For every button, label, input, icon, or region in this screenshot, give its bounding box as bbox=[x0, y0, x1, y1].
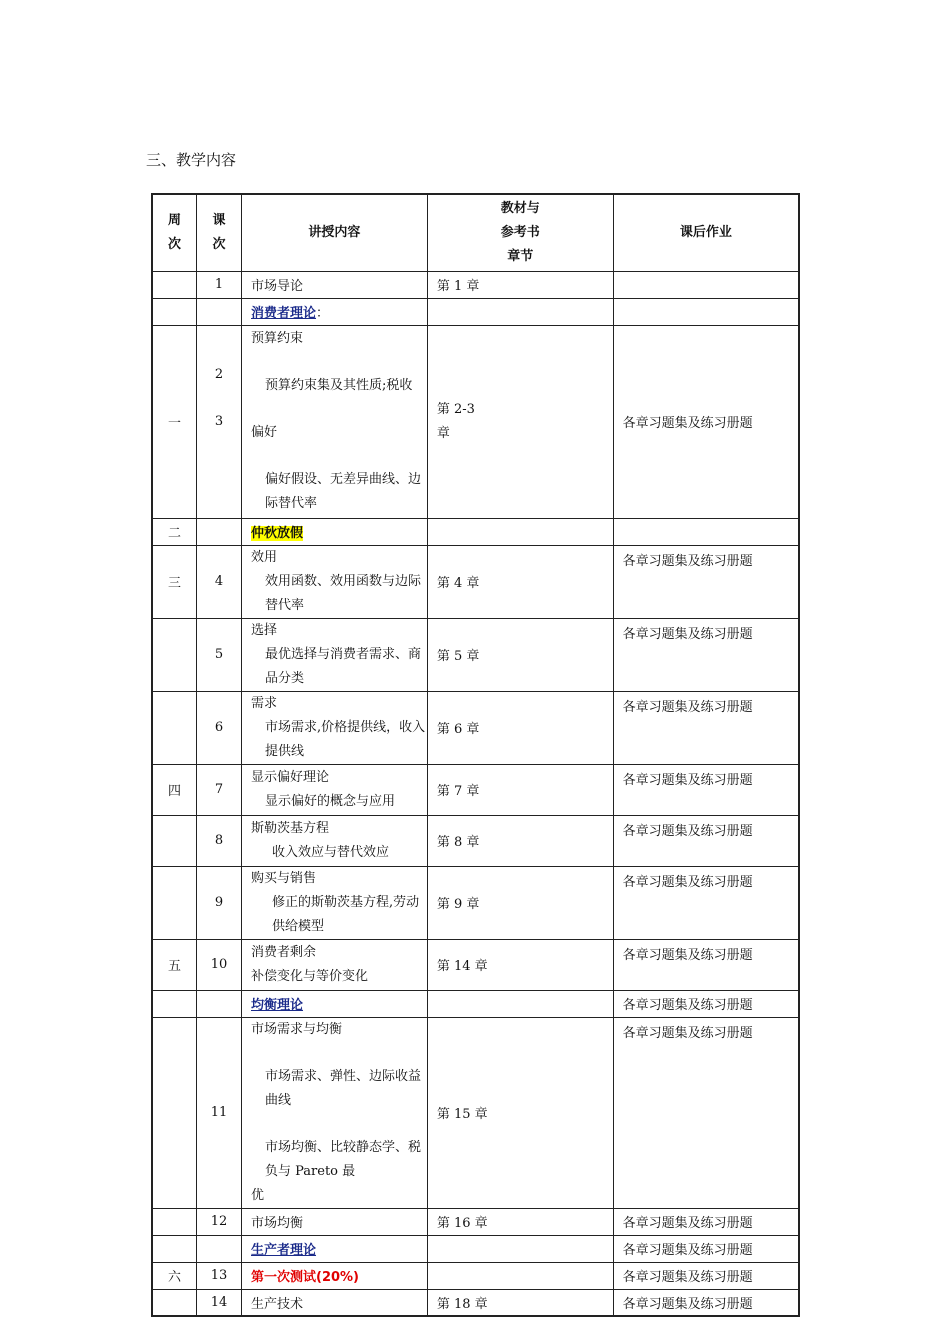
lecture-content: 购买与销售 修正的斯勒茨基方程,劳动供给模型 bbox=[242, 866, 428, 939]
header-lesson: 课 次 bbox=[197, 194, 242, 271]
lecture-content: 市场需求与均衡 市场需求、弹性、边际收益曲线 市场均衡、比较静态学、税负与 Pareto 最 优 bbox=[242, 1017, 428, 1208]
lesson-number: 4 bbox=[197, 545, 242, 618]
teaching-schedule-table bbox=[151, 193, 800, 1317]
table-row bbox=[152, 545, 799, 618]
book-chapter: 第 15 章 bbox=[427, 1017, 613, 1208]
table-row bbox=[152, 271, 799, 298]
table-row bbox=[152, 691, 799, 764]
book-chapter: 第 6 章 bbox=[427, 691, 613, 764]
homework: 各章习题集及练习册题 bbox=[613, 1235, 799, 1262]
table-row bbox=[152, 939, 799, 990]
lesson-number: 5 bbox=[197, 618, 242, 691]
header-week: 周 次 bbox=[152, 194, 197, 271]
week-number: 一 bbox=[152, 325, 197, 518]
book-chapter: 第 4 章 bbox=[427, 545, 613, 618]
lesson-number: 10 bbox=[197, 939, 242, 990]
lesson-number: 11 bbox=[197, 1017, 242, 1208]
table-row bbox=[152, 1235, 799, 1262]
homework: 各章习题集及练习册题 bbox=[613, 939, 799, 990]
week-number: 三 bbox=[152, 545, 197, 618]
homework: 各章习题集及练习册题 bbox=[613, 325, 799, 518]
lesson-number: 8 bbox=[197, 815, 242, 866]
header-homework: 课后作业 bbox=[613, 194, 799, 271]
lecture-content: 消费者剩余 补偿变化与等价变化 bbox=[242, 939, 428, 990]
homework: 各章习题集及练习册题 bbox=[613, 1262, 799, 1289]
table-row bbox=[152, 764, 799, 815]
book-chapter: 第 2-3 章 bbox=[427, 325, 613, 518]
table-row bbox=[152, 618, 799, 691]
table-row bbox=[152, 866, 799, 939]
table-row bbox=[152, 518, 799, 545]
book-chapter: 第 1 章 bbox=[427, 271, 613, 298]
lecture-content: 消费者理论： bbox=[242, 298, 428, 325]
lesson-number: 9 bbox=[197, 866, 242, 939]
lecture-content bbox=[242, 518, 428, 545]
table-row bbox=[152, 298, 799, 325]
book-chapter: 第 18 章 bbox=[427, 1289, 613, 1316]
lecture-content: 斯勒茨基方程 收入效应与替代效应 bbox=[242, 815, 428, 866]
table-row bbox=[152, 990, 799, 1017]
homework: 各章习题集及练习册题 bbox=[613, 866, 799, 939]
book-chapter: 第 16 章 bbox=[427, 1208, 613, 1235]
lesson-number: 2 3 bbox=[197, 325, 242, 518]
lecture-content bbox=[242, 990, 428, 1017]
homework: 各章习题集及练习册题 bbox=[613, 1208, 799, 1235]
lecture-content bbox=[242, 1262, 428, 1289]
lecture-content: 市场导论 bbox=[242, 271, 428, 298]
first-test-label: 第一次测试(20%) bbox=[251, 1270, 359, 1285]
lesson-number: 7 bbox=[197, 764, 242, 815]
week-number: 五 bbox=[152, 939, 197, 990]
lecture-content: 生产技术 bbox=[242, 1289, 428, 1316]
lecture-content: 需求 市场需求,价格提供线，收入提供线 bbox=[242, 691, 428, 764]
book-chapter: 第 9 章 bbox=[427, 866, 613, 939]
consumer-theory-heading: 消费者理论 bbox=[251, 306, 317, 321]
homework: 各章习题集及练习册题 bbox=[613, 815, 799, 866]
header-content: 讲授内容 bbox=[242, 194, 428, 271]
header-row bbox=[152, 194, 799, 271]
producer-theory-heading: 生产者理论 bbox=[251, 1243, 317, 1258]
week-number: 四 bbox=[152, 764, 197, 815]
homework: 各章习题集及练习册题 bbox=[613, 764, 799, 815]
homework: 各章习题集及练习册题 bbox=[613, 1289, 799, 1316]
book-chapter: 第 5 章 bbox=[427, 618, 613, 691]
lesson-number: 6 bbox=[197, 691, 242, 764]
book-chapter: 第 8 章 bbox=[427, 815, 613, 866]
table-row bbox=[152, 325, 799, 518]
table-row bbox=[152, 1208, 799, 1235]
week-number: 二 bbox=[152, 518, 197, 545]
lecture-content: 效用 效用函数、效用函数与边际替代率 bbox=[242, 545, 428, 618]
table-row bbox=[152, 1289, 799, 1316]
lecture-content: 预算约束 预算约束集及其性质;税收 偏好 偏好假设、无差异曲线、边际替代率 bbox=[242, 325, 428, 518]
lecture-content: 显示偏好理论 显示偏好的概念与应用 bbox=[242, 764, 428, 815]
lesson-number: 14 bbox=[197, 1289, 242, 1316]
lesson-number: 13 bbox=[197, 1262, 242, 1289]
equilibrium-theory-heading: 均衡理论 bbox=[251, 998, 304, 1013]
homework: 各章习题集及练习册题 bbox=[613, 1017, 799, 1208]
homework: 各章习题集及练习册题 bbox=[613, 618, 799, 691]
lesson-number: 1 bbox=[197, 271, 242, 298]
table-row bbox=[152, 1017, 799, 1208]
lecture-content: 选择 最优选择与消费者需求、商品分类 bbox=[242, 618, 428, 691]
week-number: 六 bbox=[152, 1262, 197, 1289]
homework: 各章习题集及练习册题 bbox=[613, 990, 799, 1017]
lecture-content bbox=[242, 1235, 428, 1262]
book-chapter: 第 7 章 bbox=[427, 764, 613, 815]
table-row bbox=[152, 815, 799, 866]
homework: 各章习题集及练习册题 bbox=[613, 691, 799, 764]
section-title: 三、教学内容 bbox=[146, 151, 237, 169]
table-row bbox=[152, 1262, 799, 1289]
holiday-label: 仲秋放假 bbox=[251, 526, 304, 541]
homework: 各章习题集及练习册题 bbox=[613, 545, 799, 618]
book-chapter: 第 14 章 bbox=[427, 939, 613, 990]
lecture-content: 市场均衡 bbox=[242, 1208, 428, 1235]
lesson-number: 12 bbox=[197, 1208, 242, 1235]
header-book: 教材与 参考书 章节 bbox=[427, 194, 613, 271]
